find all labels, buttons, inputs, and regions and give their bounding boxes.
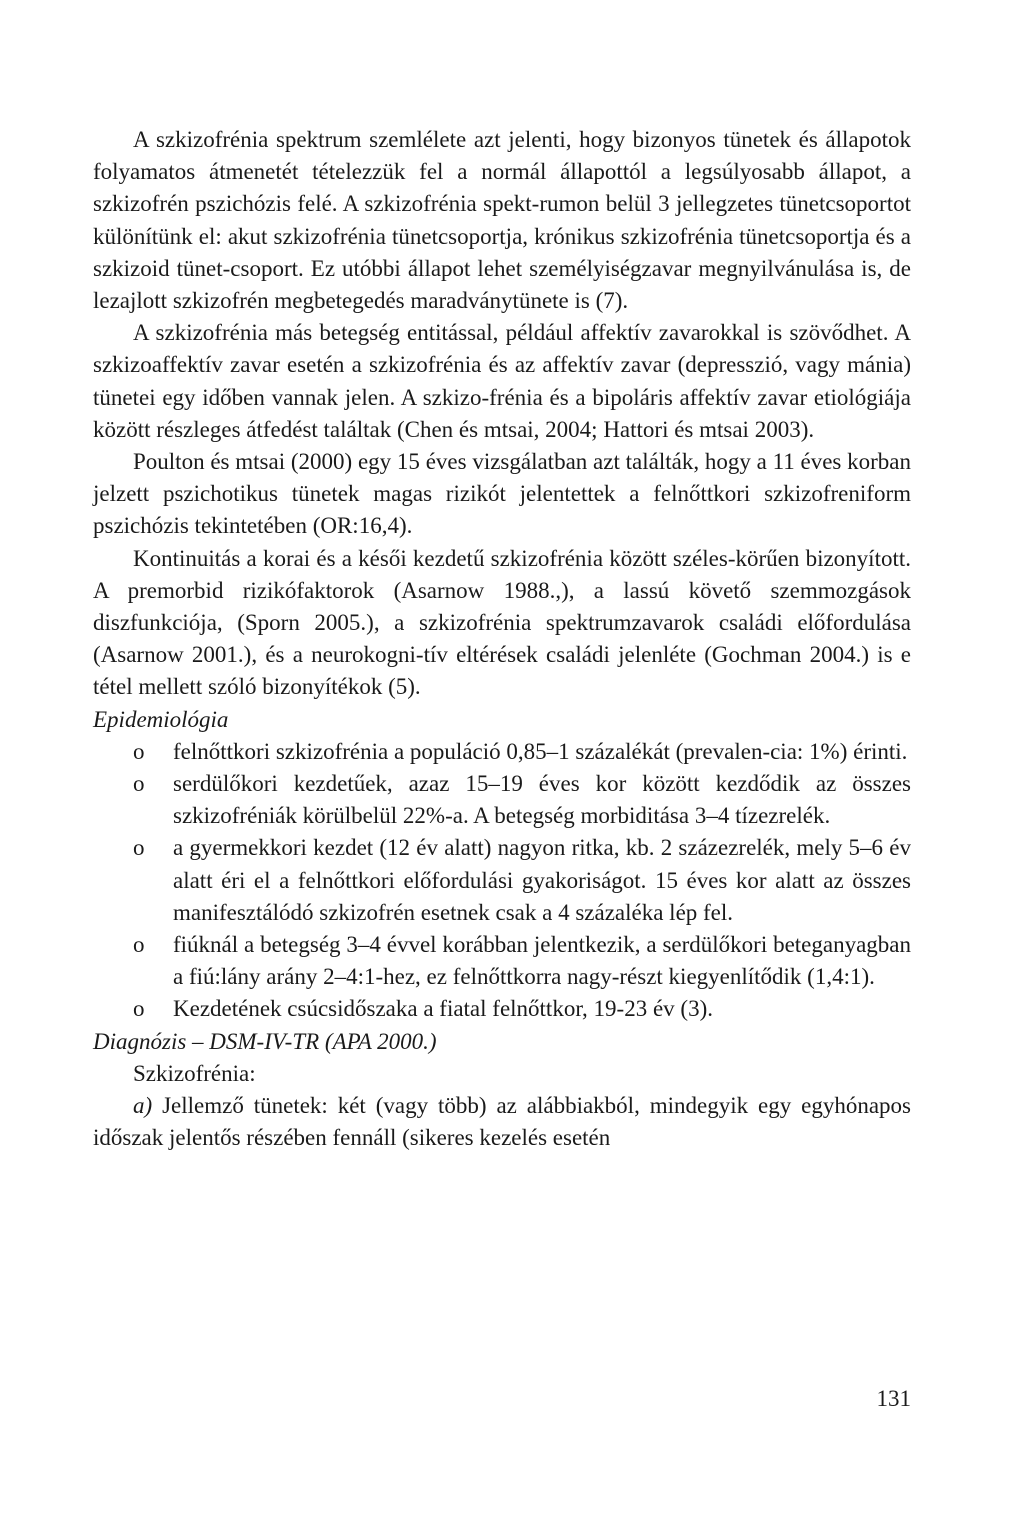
- list-item: [93, 929, 911, 993]
- list-item-text: serdülőkori kezdetűek, azaz 15–19 éves kor között kezdődik az összes szkizofréniák körülbelül 22%-a. A betegség morbiditása 3–4 tízezrelék.: [173, 771, 911, 829]
- list-item-text: Kezdetének csúcsidőszaka a fiatal felnőttkor, 19-23 év (3).: [173, 996, 713, 1022]
- paragraph-comorbidity: A szkizofrénia más betegség entitással, például affektív zavarokkal is szövődhet. A szkizoaffektív zavar esetén a szkizofrénia és az affektív zavar (depresszió, vagy mánia) tünetei egy időben vannak jelen. A szkizo-frénia és a bipoláris affektív zavar etiológiája között részleges átfedést találtak (Chen és mtsai, 2004; Hattori és mtsai 2003).: [93, 320, 911, 442]
- list-item: [93, 832, 911, 929]
- diagnosis-subheading: Szkizofrénia:: [133, 1060, 256, 1086]
- paragraph-poulton: Poulton és mtsai (2000) egy 15 éves vizsgálatban azt találták, hogy a 11 éves korban jelzett pszichotikus tünetek magas rizikót jelentettek a felnőttkori szkizofreniform pszichózis tekintetében (OR:16,4).: [93, 449, 911, 539]
- page-body: [93, 124, 911, 1155]
- criterion-label: a): [133, 1093, 153, 1119]
- bullet-marker: o: [133, 771, 145, 797]
- list-item-text: fiúknál a betegség 3–4 évvel korábban jelentkezik, a serdülőkori beteganyagban a fiú:lány arány 2–4:1-hez, ez felnőttkorra nagy-részt kiegyenlítődik (1,4:1).: [173, 932, 911, 990]
- list-item-text: a gyermekkori kezdet (12 év alatt) nagyon ritka, kb. 2 százezrelék, mely 5–6 év alatt éri el a felnőttkori előfordulási gyakoriságot. 15 éves kor alatt az összes manifesztálódó szkizofrén esetnek csak a 4 százaléka lép fel.: [173, 835, 911, 925]
- criterion-text: Jellemző tünetek: két (vagy több) az alábbiakból, mindegyik egy egyhónapos időszak jelentős részében fennáll (sikeres kezelés esetén: [93, 1093, 911, 1151]
- list-item: [93, 736, 911, 768]
- bullet-marker: o: [133, 738, 145, 764]
- bullet-marker: o: [133, 835, 145, 861]
- bullet-marker: o: [133, 996, 145, 1022]
- paragraph-spectrum: A szkizofrénia spektrum szemlélete azt jelenti, hogy bizonyos tünetek és állapotok folyamatos átmenetét tételezzük fel a normál állapottól a legsúlyosabb állapot, a szkizofrén pszichózis felé. A szkizofrénia spekt-rumon belül 3 jellegzetes tünetcsoportot különítünk el: akut szkizofrénia tünetcsoportja, krónikus szkizofrénia tünetcsoportja és a szkizoid tünet-csoport. Ez utóbbi állapot lehet személyiségzavar megnyilvánulása is, de lezajlott szkizofrén megbetegedés maradványtünete is (7).: [93, 127, 911, 314]
- diagnosis-heading: Diagnózis – DSM-IV-TR (APA 2000.): [93, 1028, 437, 1054]
- paragraph-continuity: Kontinuitás a korai és a késői kezdetű szkizofrénia között széles-körűen bizonyított. A premorbid rizikófaktorok (Asarnow 1988.,), a lassú követő szemmozgások diszfunkciója, (Sporn 2005.), a szkizofrénia spektrumzavarok családi előfordulása (Asarnow 2001.), és a neurokogni-tív eltérések családi jelenléte (Gochman 2004.) is e tétel mellett szóló bizonyítékok (5).: [93, 545, 911, 700]
- diagnosis-criterion-a: [93, 1090, 911, 1154]
- list-item-text: felnőttkori szkizofrénia a populáció 0,85–1 százalékát (prevalen-cia: 1%) érinti.: [173, 738, 908, 764]
- epidemiology-heading: Epidemiológia: [93, 706, 229, 732]
- epidemiology-list: [93, 736, 911, 1026]
- page-number: 131: [876, 1386, 911, 1411]
- bullet-marker: o: [133, 932, 145, 958]
- list-item: [93, 993, 911, 1025]
- list-item: [93, 768, 911, 832]
